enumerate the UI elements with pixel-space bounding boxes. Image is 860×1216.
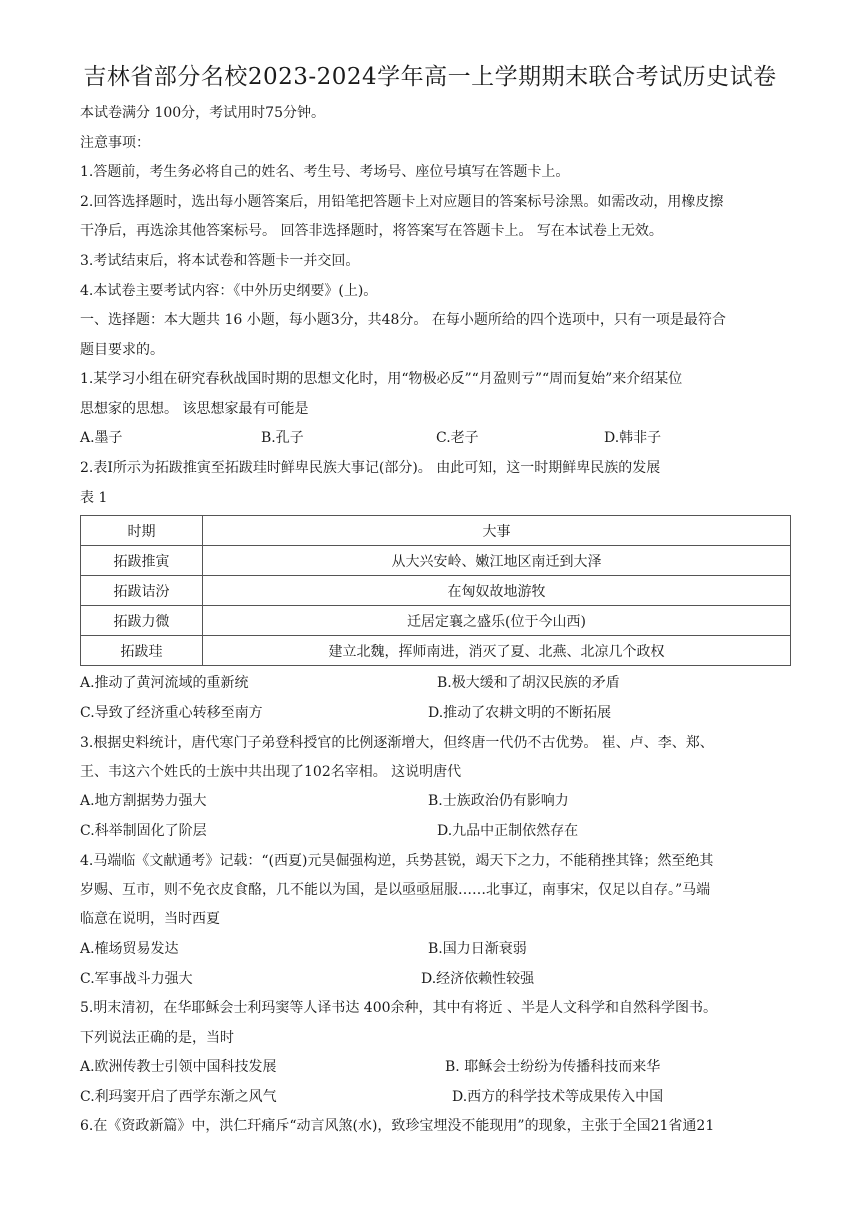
q5-option-c: C.利玛窦开启了西学东渐之风气 [80,1089,277,1105]
table-cell: 拓跋推寅 [81,546,203,576]
q5-option-d: D.西方的科学技术等成果传入中国 [452,1089,664,1105]
q5-option-b: B. 耶稣会士纷纷为传播科技而来华 [445,1059,661,1075]
table-caption: 表 1 [80,490,108,506]
question-5-stem: 5.明末清初，在华耶稣会士利玛窦等人译书达 400余种，其中有将近 、半是人文科学和自然科学图书。 [80,1000,717,1016]
q1-option-c: C.老子 [436,430,479,446]
question-4-stem: 岁赐、互市，则不免衣皮食酪，几不能以为国，是以亟亟屈服……北事辽，南事宋，仅足以自存。”马端 [80,882,711,898]
table-cell: 拓跋力微 [81,606,203,636]
events-table [80,515,791,666]
q1-option-b: B.孔子 [261,430,304,446]
table-header-cell: 时期 [81,516,203,546]
q3-option-b: B.士族政治仍有影响力 [428,793,569,809]
table-cell: 拓跋诘汾 [81,576,203,606]
question-1-stem: 1.某学习小组在研究春秋战国时期的思想文化时，用“物极必反”“月盈则亏”“周而复始”来介绍某位 [80,371,683,387]
question-6-stem: 6.在《资政新篇》中，洪仁玕痛斥“动言风煞(水)，致珍宝埋没不能现用”的现象，主张于全国21省通21 [80,1118,715,1134]
q1-option-d: D.韩非子 [604,430,662,446]
table-cell: 在匈奴故地游牧 [203,576,791,606]
question-4-stem: 4.马端临《文献通考》记载：“(西夏)元昊倔强构逆，兵势甚锐，竭天下之力，不能稍挫其锋；然至绝其 [80,853,714,869]
q4-option-d: D.经济依赖性较强 [421,971,535,987]
q4-option-c: C.军事战斗力强大 [80,971,193,987]
q2-option-b: B.极大缓和了胡汉民族的矛盾 [437,675,620,691]
question-1-stem: 思想家的思想。 该思想家最有可能是 [80,401,309,417]
table-cell: 拓跋珪 [81,636,203,666]
page-title: 吉林省部分名校2023-2024学年高一上学期期末联合考试历史试卷 [83,64,777,90]
section-heading: 一、选择题：本大题共 16 小题，每小题3分，共48分。 在每小题所给的四个选项中，只有一项是最符合 [80,312,726,328]
question-2-stem: 2.表Ⅰ所示为拓跋推寅至拓跋珪时鲜卑民族大事记(部分)。 由此可知，这一时期鲜卑民族的发展 [80,460,661,476]
question-3-stem: 王、韦这六个姓氏的士族中共出现了102名宰相。 这说明唐代 [80,764,462,780]
note-item: 4.本试卷主要考试内容：《中外历史纲要》(上)。 [80,283,378,299]
note-item: 干净后，再选涂其他答案标号。 回答非选择题时，将答案写在答题卡上。 写在本试卷上无效。 [80,223,663,239]
q1-option-a: A.墨子 [80,430,123,446]
q2-option-a: A.推动了黄河流域的重新统 [80,675,249,691]
question-3-stem: 3.根据史料统计，唐代寒门子弟登科授官的比例逐渐增大，但终唐一代仍不古优势。 崔、卢、李、郑、 [80,735,714,751]
q3-option-d: D.九品中正制依然存在 [437,823,579,839]
table-row [81,546,791,576]
question-4-stem: 临意在说明，当时西夏 [80,911,220,927]
note-item: 3.考试结束后，将本试卷和答题卡一并交回。 [80,253,360,269]
notes-heading: 注意事项： [80,135,150,151]
q4-option-a: A.榷场贸易发达 [80,941,179,957]
table-cell: 从大兴安岭、嫩江地区南迁到大泽 [203,546,791,576]
table-cell: 建立北魏，挥师南进，消灭了夏、北燕、北凉几个政权 [203,636,791,666]
table-cell: 迁居定襄之盛乐(位于今山西) [203,606,791,636]
note-item: 1.答题前，考生务必将自己的姓名、考生号、考场号、座位号填写在答题卡上。 [80,164,570,180]
q5-option-a: A.欧洲传教士引领中国科技发展 [80,1059,277,1075]
table-row [81,576,791,606]
q3-option-a: A.地方割据势力强大 [80,793,207,809]
table-row [81,636,791,666]
q4-option-b: B.国力日渐衰弱 [428,941,527,957]
q2-option-c: C.导致了经济重心转移至南方 [80,705,263,721]
q3-option-c: C.科举制固化了阶层 [80,823,207,839]
note-item: 2.回答选择题时，选出每小题答案后，用铅笔把答题卡上对应题目的答案标号涂黑。如需改动，用橡皮擦 [80,194,724,210]
table-row [81,606,791,636]
intro-text: 本试卷满分 100分，考试用时75分钟。 [80,105,325,121]
section-heading-cont: 题目要求的。 [80,342,164,358]
question-5-stem: 下列说法正确的是，当时 [80,1030,234,1046]
table-header-row [81,516,791,546]
table-header-cell: 大事 [203,516,791,546]
q2-option-d: D.推动了农耕文明的不断拓展 [428,705,612,721]
